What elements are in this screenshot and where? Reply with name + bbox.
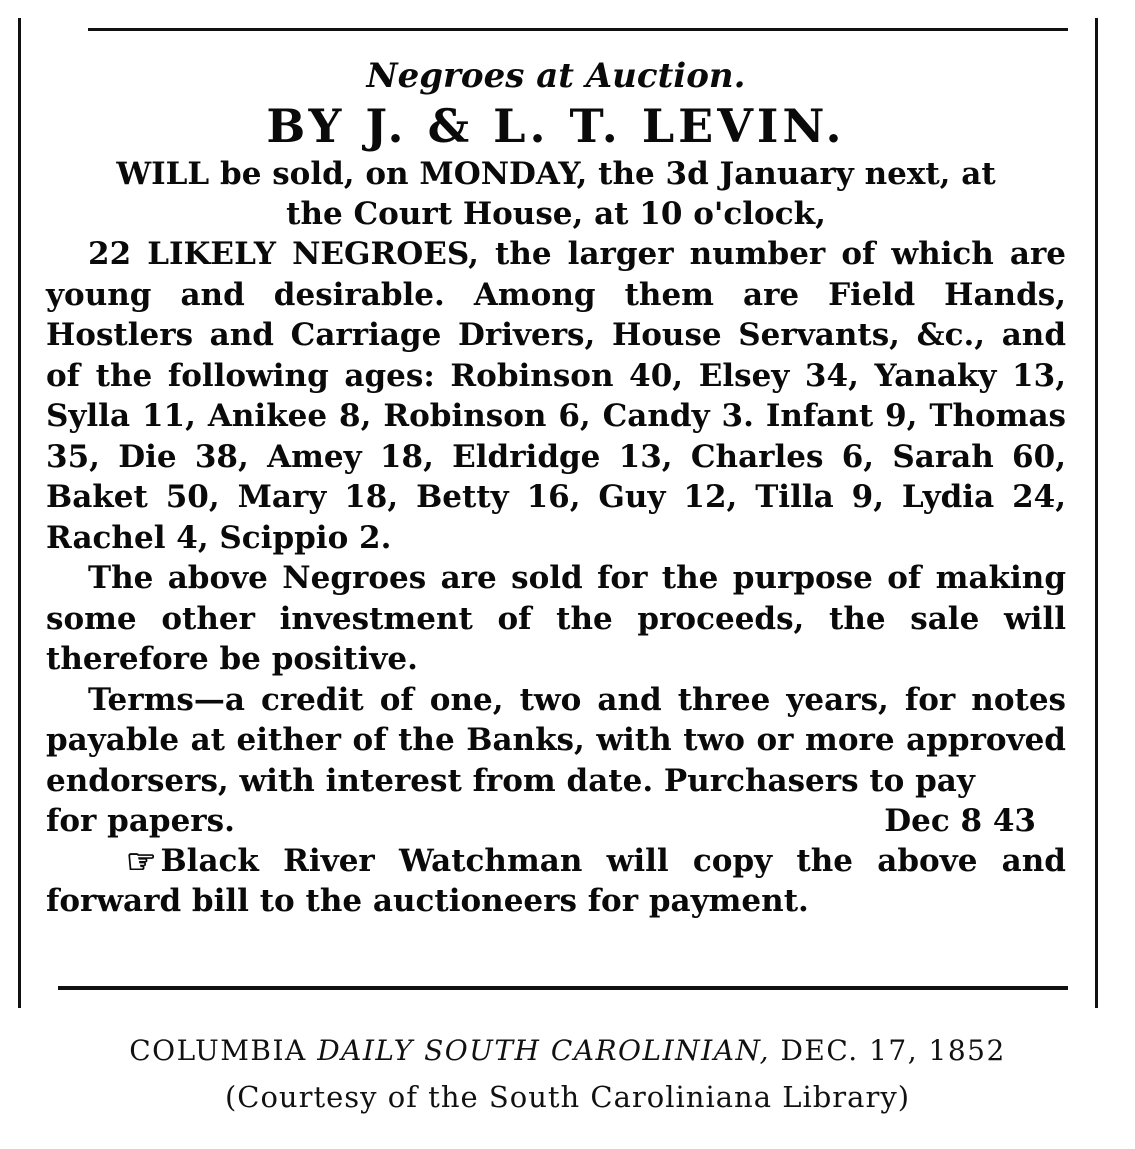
column-rule-right [1095,18,1098,1008]
column-rule-left [18,18,21,1008]
terms-end-row [46,801,1066,841]
ad-headline: BY J. & L. T. LEVIN. [266,99,846,153]
ad-description: 22 LIKELY NEGROES, the larger number of which are young and desirable. Among them are Field Hands, Hostlers and Carriage Drivers, House Servants, &c., and of the following ages: Robinson 40, Elsey 34, Yanaky 13, Sylla 11, Anikee 8, Robinson 6, Candy 3. Infant 9, Thomas 35, Die 38, Amey 18, Eldridge 13, Charles 6, Sarah 60, Baket 50, Mary 18, Betty 16, Guy 12, Tilla 9, Lydia 24, Rachel 4, Scippio 2. [46,236,1066,556]
copy-notice-text: Black River Watchman will copy the above and forward bill to the auctioneers for payment. [46,843,1066,919]
caption-source-prefix: COLUMBIA [129,1034,307,1067]
copy-notice [46,841,1066,921]
bottom-rule [58,986,1068,990]
ad-purpose: The above Negroes are sold for the purpose of making some other investment of the proceeds, the sale will therefore be positive. [46,560,1066,677]
sale-notice-line-1: WILL be sold, on MONDAY, the 3d January next, at [116,156,996,192]
pointing-hand-icon: ☞ [126,842,157,882]
ad-kicker: Negroes at Auction. [366,56,746,96]
courtesy-caption: (Courtesy of the South Caroliniana Library) [224,1080,911,1114]
ad-date-code: Dec 8 43 [884,803,1036,839]
source-caption [0,1034,1135,1067]
ad-terms-end: for papers. [46,803,235,839]
top-rule [88,28,1068,31]
caption-date: DEC. 17, 1852 [780,1034,1006,1067]
auction-advertisement [46,56,1066,921]
caption-publication: DAILY SOUTH CAROLINIAN, [317,1034,771,1067]
sale-notice-line-2: the Court House, at 10 o'clock, [286,196,826,232]
ad-terms: Terms—a credit of one, two and three years, for notes payable at either of the Banks, with two or more approved endorsers, with interest from date. Purchasers to pay [46,681,1066,799]
newspaper-clipping [18,18,1098,1008]
